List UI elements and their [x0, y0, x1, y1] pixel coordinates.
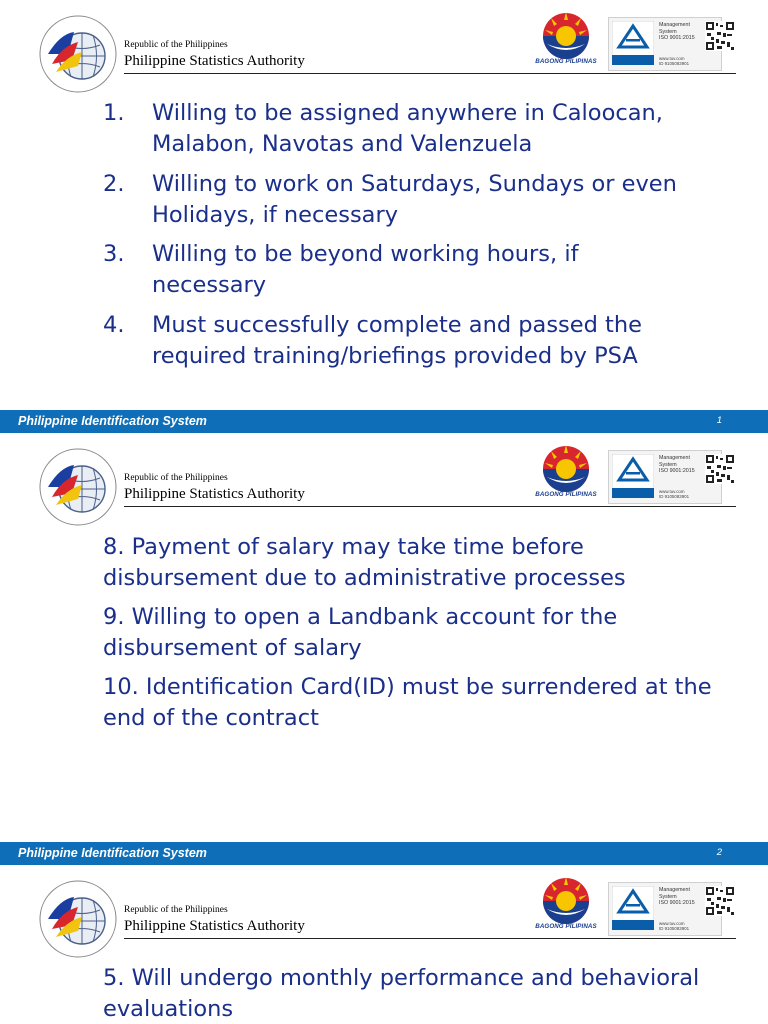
tuv-certification-badge	[608, 450, 722, 504]
tuv-logo-icon	[612, 21, 654, 65]
header-divider	[124, 938, 736, 939]
tuv-site-text: www.tuv.com ID 9105083901	[659, 56, 690, 67]
slide-2	[0, 433, 768, 842]
slide-footer	[0, 842, 768, 865]
tuv-certification-badge	[608, 882, 722, 936]
bagong-pilipinas-label: BAGONG PILIPINAS	[535, 491, 597, 498]
qr-code-icon	[705, 454, 735, 484]
authority-label: Philippine Statistics Authority	[124, 53, 305, 69]
psa-seal-icon	[38, 447, 118, 527]
header-divider	[124, 73, 736, 74]
psa-seal-icon	[38, 879, 118, 959]
tuv-certification-badge	[608, 17, 722, 71]
slide-3	[0, 865, 768, 1024]
list-item: 10. Identification Card(ID) must be surrendered at the end of the contract	[103, 674, 712, 731]
tuv-management-text: Management System ISO 9001:2015	[659, 455, 695, 475]
page-number: 2	[716, 847, 722, 858]
tuv-site-text: www.tuv.com ID 9105083901	[659, 489, 690, 500]
footer-title: Philippine Identification System	[18, 846, 207, 860]
footer-title: Philippine Identification System	[18, 414, 207, 428]
bagong-pilipinas-label: BAGONG PILIPINAS	[535, 923, 597, 930]
list-item: 5. Will undergo monthly performance and behavioral evaluations	[103, 965, 700, 1022]
republic-label: Republic of the Philippines	[124, 40, 228, 50]
bagong-pilipinas-label: BAGONG PILIPINAS	[535, 58, 597, 65]
republic-label: Republic of the Philippines	[124, 473, 228, 483]
qr-code-icon	[705, 21, 735, 51]
republic-label: Republic of the Philippines	[124, 905, 228, 915]
authority-label: Philippine Statistics Authority	[124, 918, 305, 934]
authority-label: Philippine Statistics Authority	[124, 486, 305, 502]
qr-code-icon	[705, 886, 735, 916]
slide-1: Republic of the Philippines Philippine Statistics Authority BAGONG PILIPINAS Management System ISO 9001:2015 www.tuv.com ID 9105083901 1. Willing to be assigned anywhere in Caloocan, Malabon, Navotas and Valenzuela 2. Willing to work on Saturdays, Sundays or even Holidays, if necessary 3. Willing to be beyond working hours, if necessary 4. Must successfully complete and passed the required training/briefings provided by PSA	[0, 0, 768, 410]
tuv-logo-icon	[612, 886, 654, 930]
tuv-management-text: Management System ISO 9001:2015	[659, 22, 695, 42]
tuv-site-text: www.tuv.com ID 9105083901	[659, 921, 690, 932]
header-divider	[124, 506, 736, 507]
slide-footer	[0, 410, 768, 433]
list-item: 9. Willing to open a Landbank account for the disbursement of salary	[103, 604, 618, 661]
psa-seal-icon	[38, 14, 118, 94]
tuv-management-text: Management System ISO 9001:2015	[659, 887, 695, 907]
page-number: 1	[716, 415, 722, 426]
list-item: 8. Payment of salary may take time before disbursement due to administrative processes	[103, 534, 626, 591]
tuv-logo-icon	[612, 454, 654, 498]
